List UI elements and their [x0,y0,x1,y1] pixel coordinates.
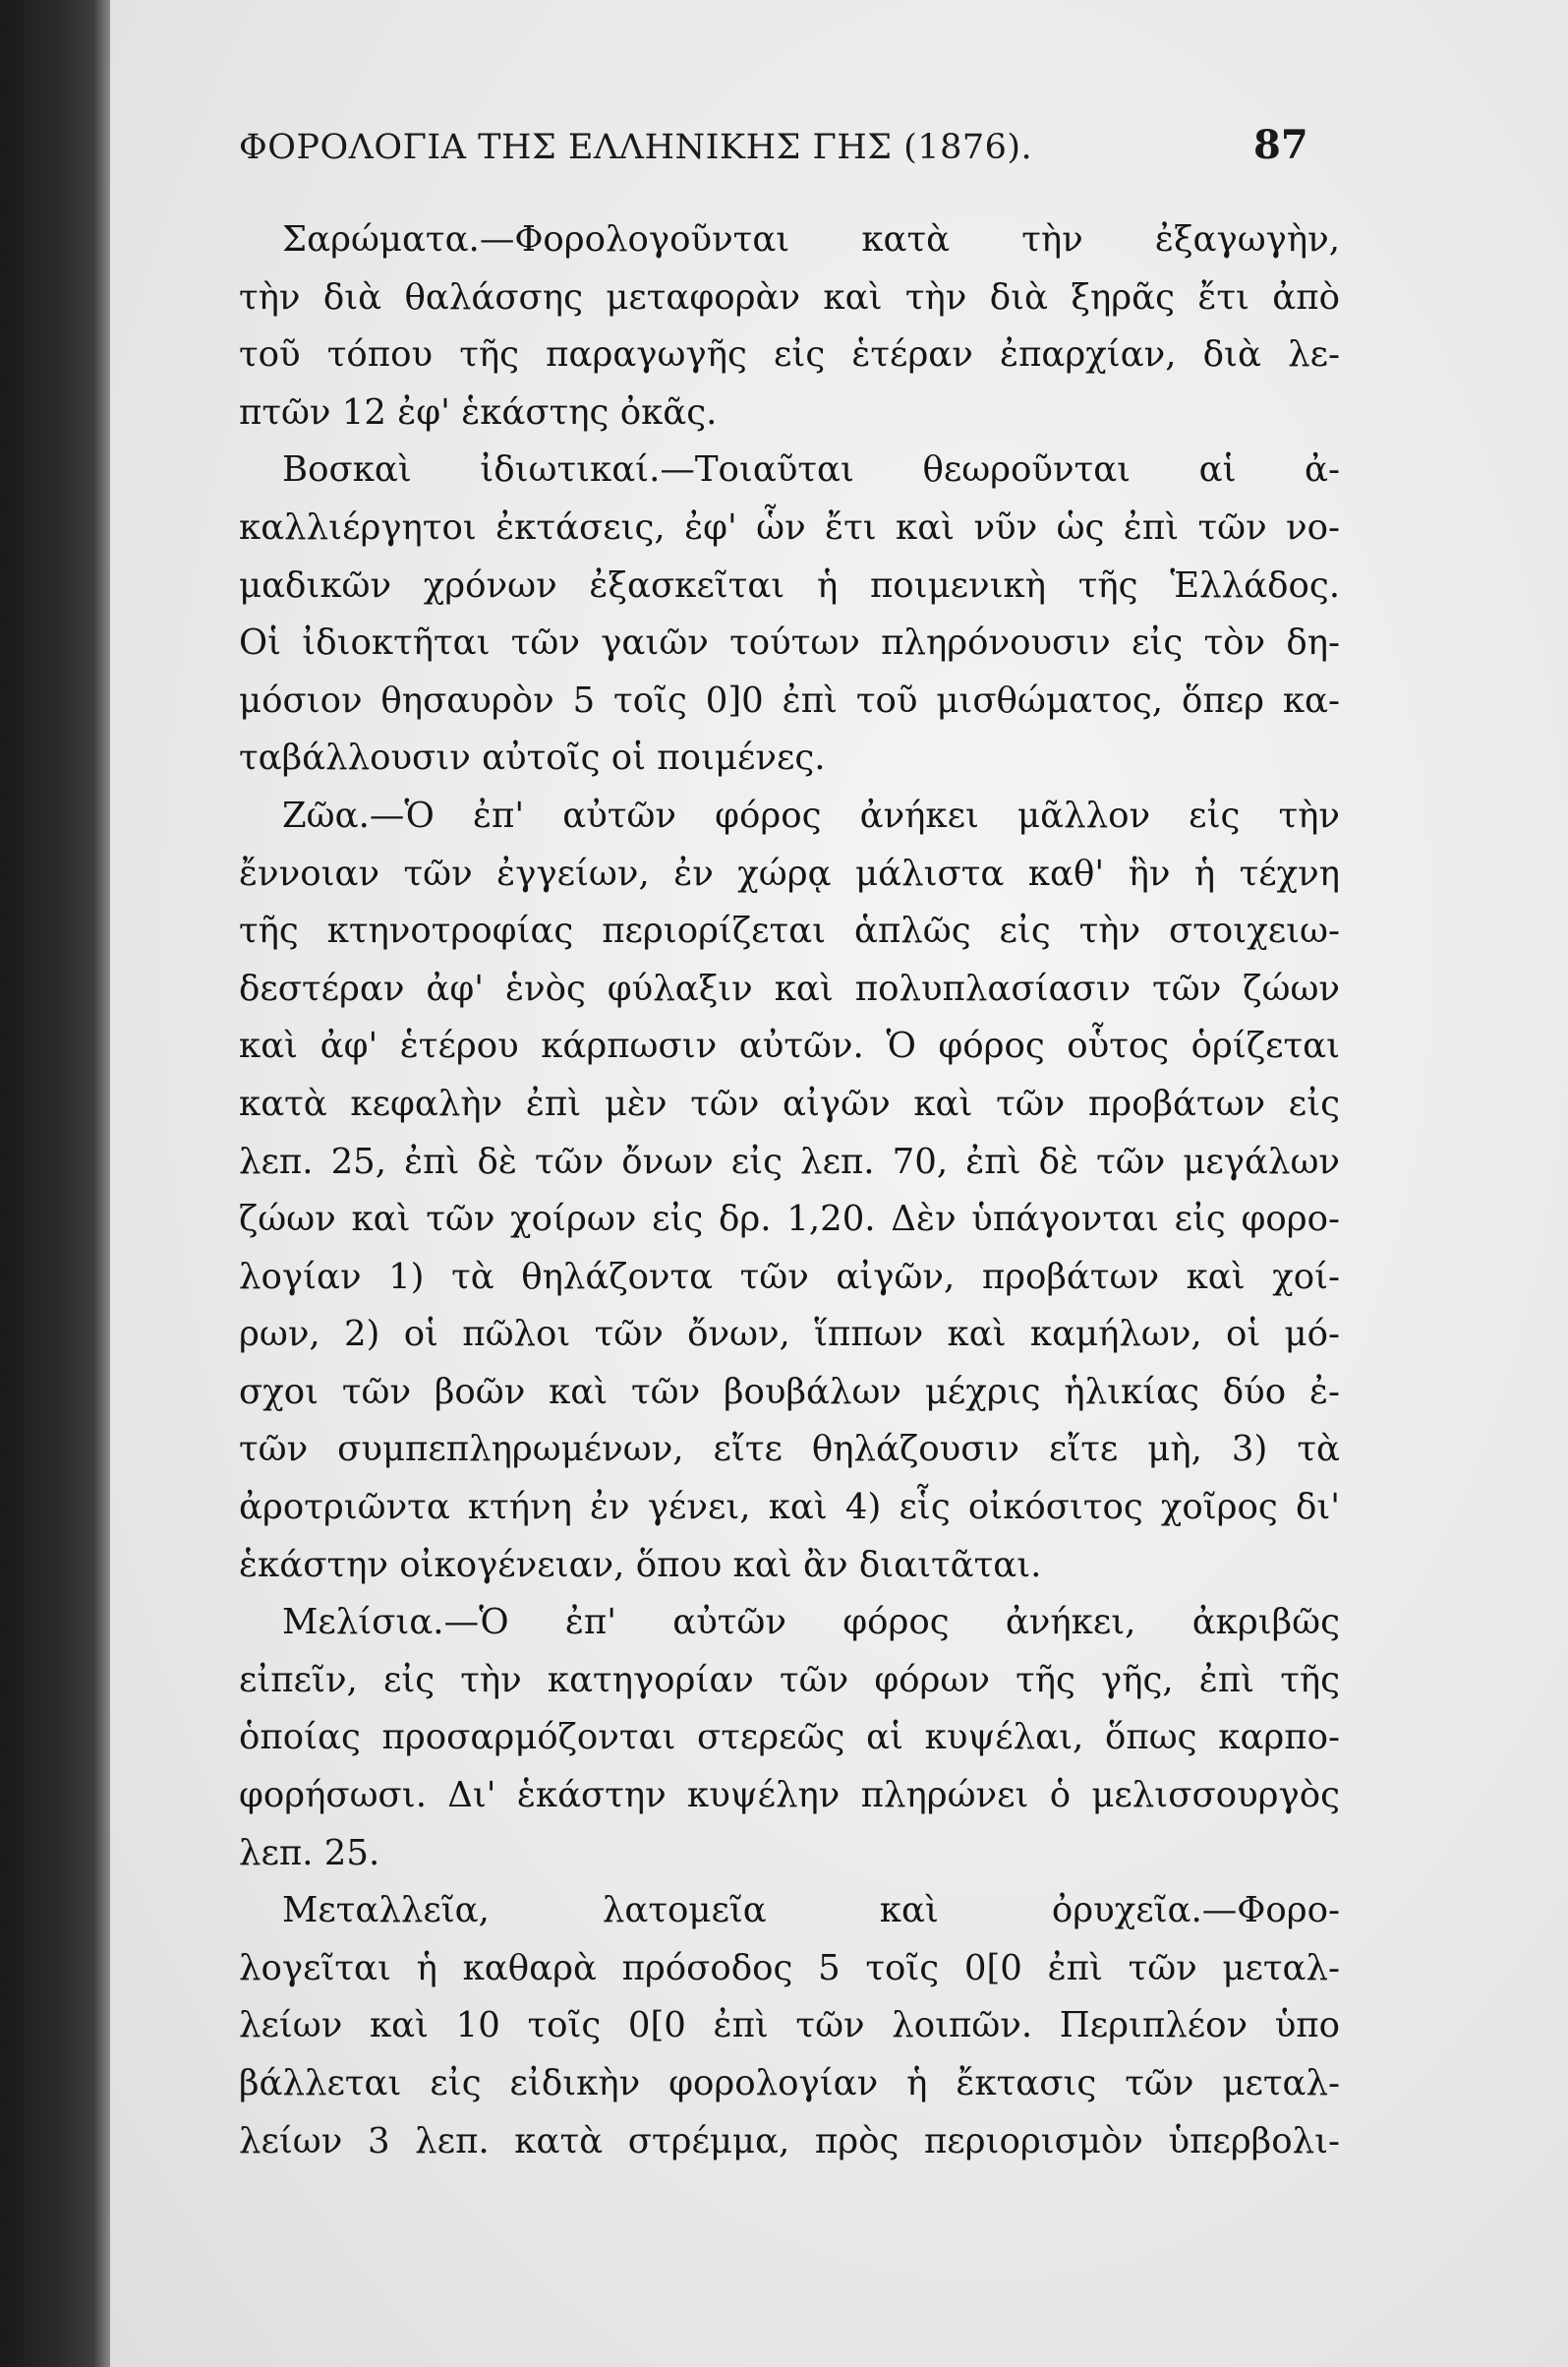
text-line: Βοσκαὶ ἰδιωτικαί.—Τοιαῦται θεωροῦνται αἱ ἀ- [282,449,1340,491]
text-line: τοῦ τόπου τῆς παραγωγῆς εἰς ἑτέραν ἐπαρχίαν, διὰ λε- [239,334,1340,376]
text-line: ταβάλλουσιν αὐτοῖς οἱ ποιμένες. [239,738,826,779]
text-line: ζώων καὶ τῶν χοίρων εἰς δρ. 1,20. Δὲν ὑπάγονται εἰς φορο- [239,1199,1340,1240]
page-number: 87 [1253,122,1308,168]
page-header [239,116,1320,185]
text-line: ἔννοιαν τῶν ἐγγείων, ἐν χώρᾳ μάλιστα καθ' ἣν ἡ τέχνη [239,853,1340,894]
text-line: Μεταλλεῖα, λατομεῖα καὶ ὀρυχεῖα.—Φορο- [282,1890,1340,1931]
text-line: καλλιέργητοι ἐκτάσεις, ἐφ' ὧν ἔτι καὶ νῦν ὡς ἐπὶ τῶν νο- [239,506,1340,548]
text-line: Μελίσια.—Ὁ ἐπ' αὐτῶν φόρος ἀνήκει, ἀκριβῶς [282,1602,1340,1643]
text-line: λείων 3 λεπ. κατὰ στρέμμα, πρὸς περιορισμὸν ὑπερβολι- [239,2120,1340,2161]
text-line: σχοι τῶν βοῶν καὶ τῶν βουβάλων μέχρις ἡλικίας δύο ἐ- [239,1371,1340,1412]
text-line: φορήσωσι. Δι' ἑκάστην κυψέλην πληρώνει ὁ μελισσουργὸς [239,1775,1340,1816]
text-line: τῶν συμπεπληρωμένων, εἴτε θηλάζουσιν εἴτε μὴ, 3) τὰ [239,1429,1340,1470]
text-line: Σαρώματα.—Φορολογοῦνται κατὰ τὴν ἐξαγωγὴν, [282,219,1340,260]
running-title: ΦΟΡΟΛΟΓΙΑ ΤΗΣ ΕΛΛΗΝΙΚΗΣ ΓΗΣ (1876). [239,128,1033,167]
text-line: ἑκάστην οἰκογένειαν, ὅπου καὶ ἂν διαιτᾶται. [239,1544,1042,1585]
text-line: ὁποίας προσαρμόζονται στερεῶς αἱ κυψέλαι, ὅπως καρπο- [239,1717,1340,1758]
text-line: λογίαν 1) τὰ θηλάζοντα τῶν αἰγῶν, προβάτων καὶ χοί- [239,1256,1340,1297]
text-line: λογεῖται ἡ καθαρὰ πρόσοδος 5 τοῖς 0[0 ἐπὶ τῶν μεταλ- [239,1947,1340,1988]
text-line: τῆς κτηνοτροφίας περιορίζεται ἁπλῶς εἰς τὴν στοιχειω- [239,911,1340,952]
text-line: λεπ. 25. [239,1832,380,1873]
text-line: ρων, 2) οἱ πῶλοι τῶν ὄνων, ἵππων καὶ καμήλων, οἱ μό- [239,1314,1340,1355]
text-line: λείων καὶ 10 τοῖς 0[0 ἐπὶ τῶν λοιπῶν. Περιπλέον ὑπο [239,2005,1340,2046]
text-line: πτῶν 12 ἐφ' ἑκάστης ὀκᾶς. [239,391,718,433]
text-line: ἀροτριῶντα κτήνη ἐν γένει, καὶ 4) εἷς οἰκόσιτος χοῖρος δι' [239,1487,1340,1528]
text-line: κατὰ κεφαλὴν ἐπὶ μὲν τῶν αἰγῶν καὶ τῶν προβάτων εἰς [239,1083,1340,1124]
body-text [239,211,1340,2170]
text-line: τὴν διὰ θαλάσσης μεταφορὰν καὶ τὴν διὰ ξηρᾶς ἔτι ἀπὸ [239,276,1340,318]
text-line: καὶ ἀφ' ἑτέρου κάρπωσιν αὐτῶν. Ὁ φόρος οὗτος ὁρίζεται [239,1026,1340,1067]
text-line: μαδικῶν χρόνων ἐξασκεῖται ἡ ποιμενικὴ τῆς Ἑλλάδος. [239,564,1340,606]
text-line: δεστέραν ἀφ' ἑνὸς φύλαξιν καὶ πολυπλασίασιν τῶν ζώων [239,968,1340,1009]
book-spine-shadow [0,0,118,2367]
text-line: βάλλεται εἰς εἰδικὴν φορολογίαν ἡ ἔκτασις τῶν μεταλ- [239,2063,1340,2103]
text-line: μόσιον θησαυρὸν 5 τοῖς 0]0 ἐπὶ τοῦ μισθώματος, ὅπερ κα- [239,680,1340,721]
text-line: εἰπεῖν, εἰς τὴν κατηγορίαν τῶν φόρων τῆς γῆς, ἐπὶ τῆς [239,1659,1340,1700]
text-line: Οἱ ἰδιοκτῆται τῶν γαιῶν τούτων πληρόνουσιν εἰς τὸν δη- [239,622,1340,664]
text-line: λεπ. 25, ἐπὶ δὲ τῶν ὄνων εἰς λεπ. 70, ἐπὶ δὲ τῶν μεγάλων [239,1141,1340,1182]
text-line: Ζῶα.—Ὁ ἐπ' αὐτῶν φόρος ἀνήκει μᾶλλον εἰς τὴν [282,795,1340,836]
